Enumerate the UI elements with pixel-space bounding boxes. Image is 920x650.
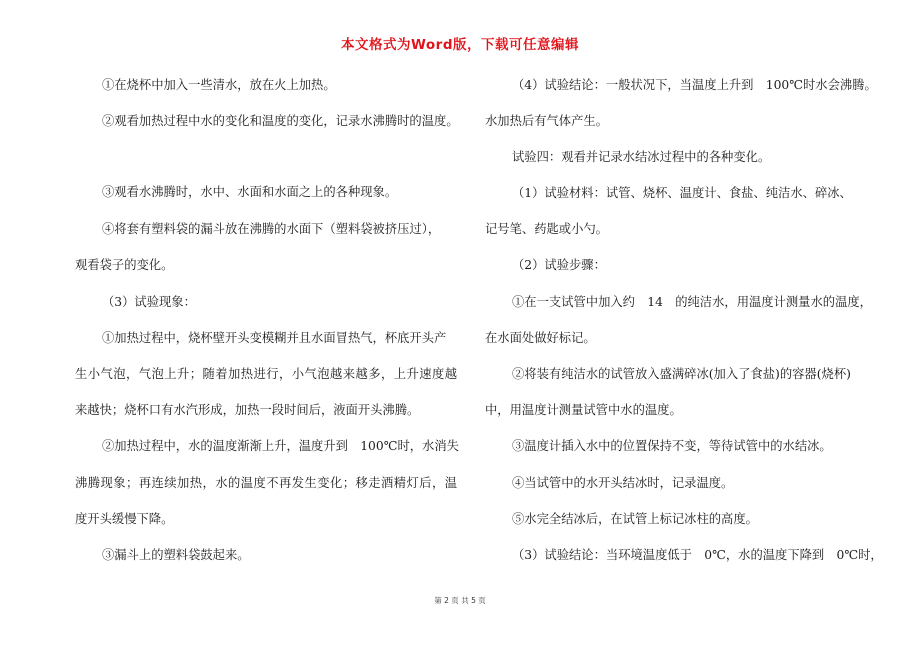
paragraph-line: （1）试验材料：试管、烧杯、温度计、食盐、纯洁水、碎冰、: [512, 186, 852, 200]
page-number: 第 2 页 共 5 页: [434, 596, 486, 605]
paragraph-line: （4）试验结论：一般状况下，当温度上升到 100℃时水会沸腾。: [512, 78, 877, 92]
paragraph-line: 在水面处做好标记。: [485, 331, 596, 345]
paragraph-line: ④将套有塑料袋的漏斗放在沸腾的水面下（塑料袋被挤压过），: [102, 222, 441, 236]
paragraph-line: 沸腾现象；再连续加热，水的温度不再发生变化；移走酒精灯后，温: [75, 476, 457, 490]
paragraph-line: ①在烧杯中加入一些清水，放在火上加热。: [102, 78, 336, 92]
section-heading: （3）试验现象：: [102, 295, 196, 309]
paragraph-line: 水加热后有气体产生。: [485, 114, 608, 128]
paragraph-line: ③观看水沸腾时，水中、水面和水面之上的各种现象。: [102, 185, 398, 199]
paragraph-line: ②观看加热过程中水的变化和温度的变化，记录水沸腾时的温度。: [102, 114, 459, 128]
paragraph-line: 来越快；烧杯口有水汽形成，加热一段时间后，液面开头沸腾。: [75, 403, 420, 417]
section-heading: 试验四：观看并记录水结冰过程中的各种变化。: [512, 150, 771, 164]
paragraph-line: 观看袋子的变化。: [75, 258, 174, 272]
paragraph-line: ②将装有纯洁水的试管放入盛满碎冰(加入了食盐)的容器(烧杯): [512, 367, 851, 381]
paragraph-line: 中，用温度计测量试管中水的温度。: [485, 403, 682, 417]
section-heading: （2）试验步骤：: [512, 258, 606, 272]
document-banner: 本文格式为Word版，下载可任意编辑: [340, 37, 579, 53]
paragraph-line: ④当试管中的水开头结冰时，记录温度。: [512, 476, 734, 490]
paragraph-line: （3）试验结论：当环境温度低于 0℃，水的温度下降到 0℃时，: [512, 548, 883, 562]
paragraph-line: ②加热过程中，水的温度渐渐上升，温度升到 100℃时，水消失: [102, 439, 459, 453]
paragraph-line: 生小气泡，气泡上升；随着加热进行，小气泡越来越多，上升速度越: [75, 367, 457, 381]
paragraph-line: ①在一支试管中加入约 14 的纯洁水，用温度计测量水的温度，: [512, 295, 872, 309]
paragraph-line: 度开头缓慢下降。: [75, 512, 174, 526]
paragraph-line: ⑤水完全结冰后，在试管上标记冰柱的高度。: [512, 512, 758, 526]
paragraph-line: ①加热过程中，烧杯壁开头变模糊并且水面冒热气，杯底开头产: [102, 331, 447, 345]
paragraph-line: 记号笔、药匙或小勺。: [485, 222, 608, 236]
paragraph-line: ③温度计插入水中的位置保持不变，等待试管中的水结冰。: [512, 439, 832, 453]
paragraph-line: ③漏斗上的塑料袋鼓起来。: [102, 548, 250, 562]
